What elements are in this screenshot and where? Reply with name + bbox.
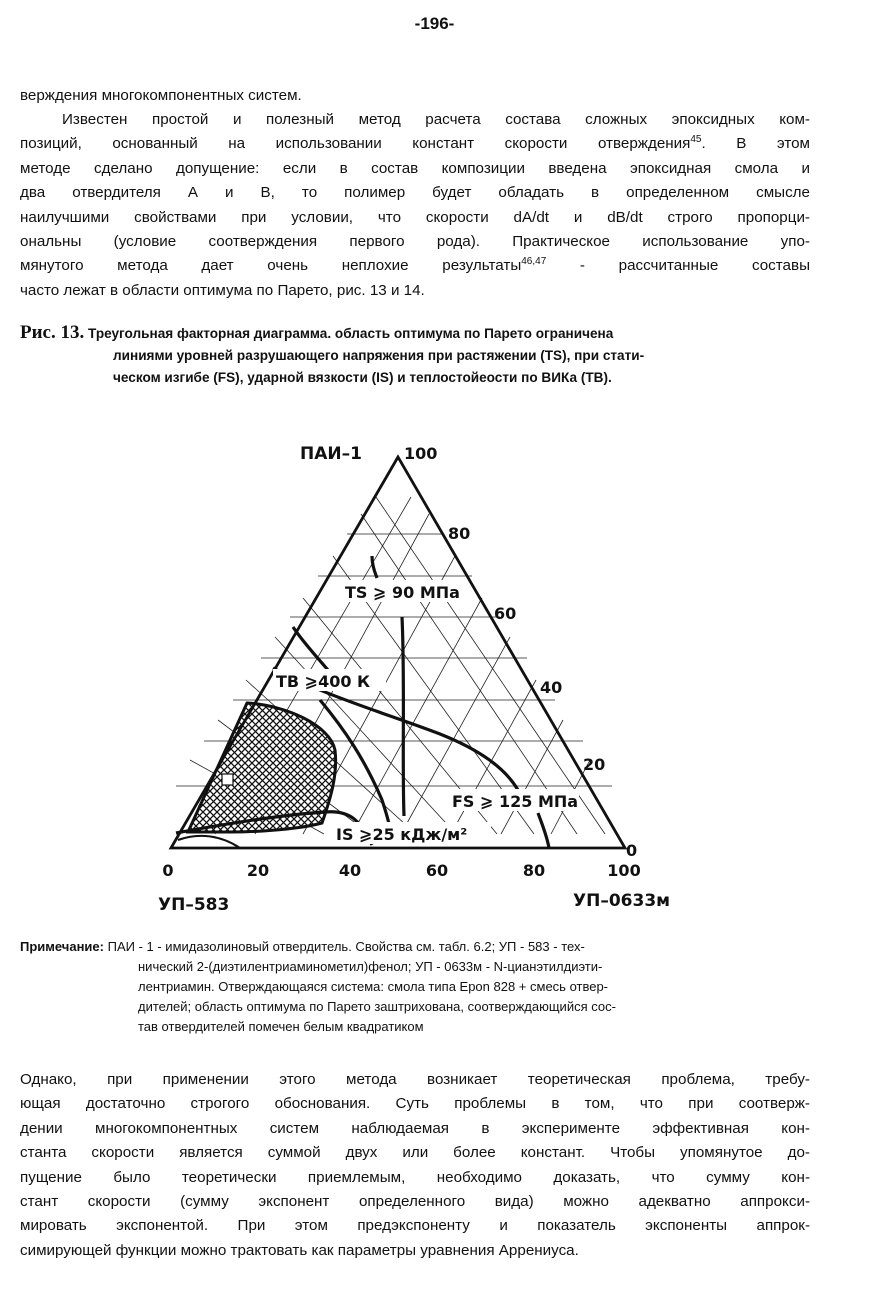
caption-first-line: Рис. 13. Треугольная факторная диаграмма. область оптимума по Парето ограничена xyxy=(20,322,614,343)
paragraph-intro xyxy=(20,84,810,108)
page-number: -196- xyxy=(414,14,455,33)
text-line: Однако, при применении этого метода возникает теоретическая проблема, требу- xyxy=(20,1071,810,1088)
text-line: станта скорости является суммой двух или более констант. Чтобы упомянутое до- xyxy=(20,1144,810,1162)
ts-label: TS ⩾ 90 МПа xyxy=(345,583,460,602)
text-line: дении многокомпонентных систем наблюдаемая в эксперименте эффективная кон- xyxy=(20,1119,810,1137)
text-line: симирующей функции можно трактовать как параметры уравнения Аррениуса. xyxy=(20,1241,579,1259)
bottom-tick: 0 xyxy=(162,861,174,880)
fs-label: FS ⩾ 125 МПа xyxy=(452,792,579,811)
right-tick: 40 xyxy=(540,678,563,697)
bottom-corner-curve xyxy=(178,836,240,848)
text-line: мянутого метода дает очень неплохие результаты$^{46,47}$ - рассчитанные составы xyxy=(20,256,810,275)
bottom-tick: 80 xyxy=(522,861,546,880)
tb-label: ТВ ⩾400 К xyxy=(276,672,371,691)
bottom-axis-ticks xyxy=(162,861,640,880)
caption-line: линиями уровней разрушающего напряжения при растяжении (TS), при стати- xyxy=(113,348,645,363)
note-line: дителей; область оптимума по Парето заштрихована, соотверждающийся сос- xyxy=(138,999,616,1014)
bottom-tick: 100 xyxy=(607,861,641,880)
text-line: часто лежат в области оптимума по Парето, рис. 13 и 14. xyxy=(20,281,425,299)
paragraph-problem xyxy=(20,1068,810,1263)
apex-label: ПАИ–1 xyxy=(300,444,362,464)
figure-note xyxy=(20,937,820,1037)
text-line: наилучшими свойствами при условии, что скорости dA/dt и dB/dt строго пропорци- xyxy=(20,208,810,226)
right-vertex-label: УП–0633м xyxy=(573,891,671,911)
right-tick: 80 xyxy=(448,524,471,543)
bottom-tick: 60 xyxy=(425,861,449,880)
right-tick: 20 xyxy=(583,755,606,774)
text-line: методе сделано допущение: если в состав композиции введена эпоксидная смола и xyxy=(20,159,810,177)
text-line: мировать экспонентой. При этом предэкспоненту и показатель экспоненты аппрок- xyxy=(20,1217,810,1235)
text-line: ющая достаточно строгого обоснования. Суть проблемы в том, что при соотверж- xyxy=(20,1095,810,1113)
right-tick: 100 xyxy=(404,444,438,463)
figure-caption xyxy=(20,322,810,389)
text-line: пущение было теоретически приемлемым, необходимо доказать, что сумму кон- xyxy=(20,1168,810,1186)
reference-superscript: 46,47 xyxy=(521,256,547,268)
text-line: Известен простой и полезный метод расчета состава сложных эпоксидных ком- xyxy=(62,111,810,128)
left-vertex-label: УП–583 xyxy=(158,895,230,915)
ternary-diagram xyxy=(150,430,710,920)
text-line: стант скорости (сумму экспонент определенного вида) можно адекватно аппрокси- xyxy=(20,1193,810,1211)
right-tick: 60 xyxy=(494,604,517,623)
reference-superscript: 45 xyxy=(690,134,702,146)
text-line: позиций, основанный на использовании констант скорости отверждения$^{45}$. В этом xyxy=(20,134,810,153)
cocuring-composition-marker xyxy=(222,774,233,785)
note-first-line: Примечание: ПАИ - 1 - имидазолиновый отвердитель. Свойства см. табл. 6.2; УП - 583 - тех- xyxy=(20,939,585,954)
note-line: лентриамин. Отверждающаяся система: смола типа Epon 828 + смесь отвер- xyxy=(138,979,609,994)
paragraph-method xyxy=(20,108,810,303)
bottom-tick: 20 xyxy=(246,861,270,880)
note-label: Примечание: xyxy=(20,939,104,954)
note-line: тав отвердителей помечен белым квадратиком xyxy=(138,1019,424,1034)
figure-label: Рис. 13. xyxy=(20,322,85,343)
caption-line: ческом изгибе (FS), ударной вязкости (IS) и теплостойеости по ВИКа (ТВ). xyxy=(113,370,612,385)
text-line: ональны (условие соотверждения первого рода). Практическое использование упо- xyxy=(20,233,810,251)
right-tick: 0 xyxy=(626,841,638,860)
text-line: верждения многокомпонентных систем. xyxy=(20,87,302,104)
text-line: два отвердителя А и В, то полимер будет обладать в определенном смысле xyxy=(20,184,810,202)
is-label: IS ⩾25 кДж/м² xyxy=(336,825,468,844)
note-line: нический 2-(диэтилентриаминометил)фенол; УП - 0633м - N-цианэтилдиэти- xyxy=(138,959,603,974)
bottom-tick: 40 xyxy=(338,861,362,880)
